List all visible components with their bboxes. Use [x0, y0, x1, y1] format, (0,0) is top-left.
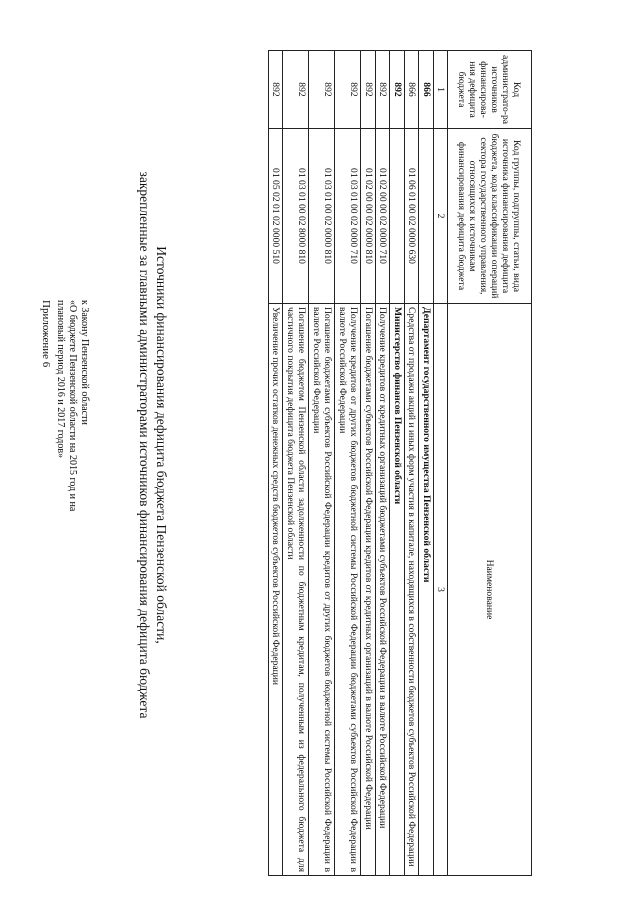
title-line: Источники финансирования дефицита бюджета Пензенской области,: [154, 246, 169, 644]
table-row: [390, 51, 405, 876]
admin-code-cell: 892: [376, 51, 391, 129]
name-cell: Погашение бюджетами субъектов Российской Федерации кредитов от других бюджетов бюджетной системы Российской Федерации в валюте Российской Федерации: [309, 304, 335, 876]
source-code-cell: [390, 129, 405, 304]
admin-code-cell: 892: [309, 51, 335, 129]
table-row: [269, 51, 284, 876]
law-line: к Закону Пензенской области: [79, 300, 90, 425]
name-cell: Погашение бюджетами субъектов Российской Федерации кредитов от кредитных организаций в валюте Российской Федерации: [361, 304, 376, 876]
name-cell: Увеличение прочих остатков денежных средств бюджетов субъектов Российской Федерации: [269, 304, 284, 876]
table-row: [361, 51, 376, 876]
admin-code-cell: 892: [335, 51, 361, 129]
title-line: закрепленные за главными администраторами источников финансирования дефицита бюджета: [137, 171, 152, 719]
header-admin-code: Код администрато-ра источников финансирова-ния дефицита бюджета: [448, 51, 532, 129]
source-code-cell: 01 06 01 00 02 0000 630: [405, 129, 420, 304]
table-row: [405, 51, 420, 876]
column-number: 2: [434, 129, 448, 304]
name-cell: Получение кредитов от кредитных организаций бюджетами субъектов Российской Федерации в валюте Российской Федерации: [376, 304, 391, 876]
source-code-cell: 01 05 02 01 02 0000 510: [269, 129, 284, 304]
source-code-cell: 01 02 00 00 02 0000 810: [361, 129, 376, 304]
table-row: [335, 51, 361, 876]
financing-sources-table: [268, 50, 532, 876]
law-reference: [54, 300, 90, 560]
header-source-code: Код группы, подгруппы, статьи, вида источника финансирования дефицита бюджета, кода классификации операций сектора государственного управления, относящихся к источникам финансирования дефицита бюджета: [448, 129, 532, 304]
source-code-cell: 01 02 00 00 02 0000 710: [376, 129, 391, 304]
admin-code-cell: 866: [419, 51, 434, 129]
source-code-cell: 01 03 01 00 02 0000 810: [309, 129, 335, 304]
admin-code-cell: 892: [390, 51, 405, 129]
name-cell: Министерство финансов Пензенской области: [390, 304, 405, 876]
admin-code-cell: 892: [269, 51, 284, 129]
column-number: 1: [434, 51, 448, 129]
table-row: [309, 51, 335, 876]
source-code-cell: 01 03 01 00 02 8000 810: [283, 129, 309, 304]
admin-code-cell: 892: [361, 51, 376, 129]
name-cell: Средства от продажи акций и иных форм участия в капитале, находящихся в собственности бюджетов субъектов Российской Федерации: [405, 304, 420, 876]
source-code-cell: 01 03 01 00 02 0000 710: [335, 129, 361, 304]
law-line: плановый период 2016 и 2017 годов»: [55, 300, 66, 459]
admin-code-cell: 892: [283, 51, 309, 129]
table-row: [283, 51, 309, 876]
source-code-cell: [419, 129, 434, 304]
name-cell: Департамент государственного имущества Пензенской области: [419, 304, 434, 876]
table-row: [419, 51, 434, 876]
document-title: [136, 95, 170, 795]
name-cell: Получение кредитов от других бюджетов бюджетной системы Российской Федерации бюджетами субъектов Российской Федерации в валюте Российской Федерации: [335, 304, 361, 876]
table-row: [376, 51, 391, 876]
law-line: «О бюджете Пензенской области на 2015 год и на: [67, 300, 78, 512]
admin-code-cell: 866: [405, 51, 420, 129]
appendix-label: Приложение 6: [40, 300, 52, 368]
header-name: Наименование: [448, 304, 532, 876]
column-number: 3: [434, 304, 448, 876]
name-cell: Погашение бюджетом Пензенской области задолженности по бюджетным кредитам, полученным из федерального бюджета для частичного покрытия дефицита бюджета Пензенской области: [283, 304, 309, 876]
